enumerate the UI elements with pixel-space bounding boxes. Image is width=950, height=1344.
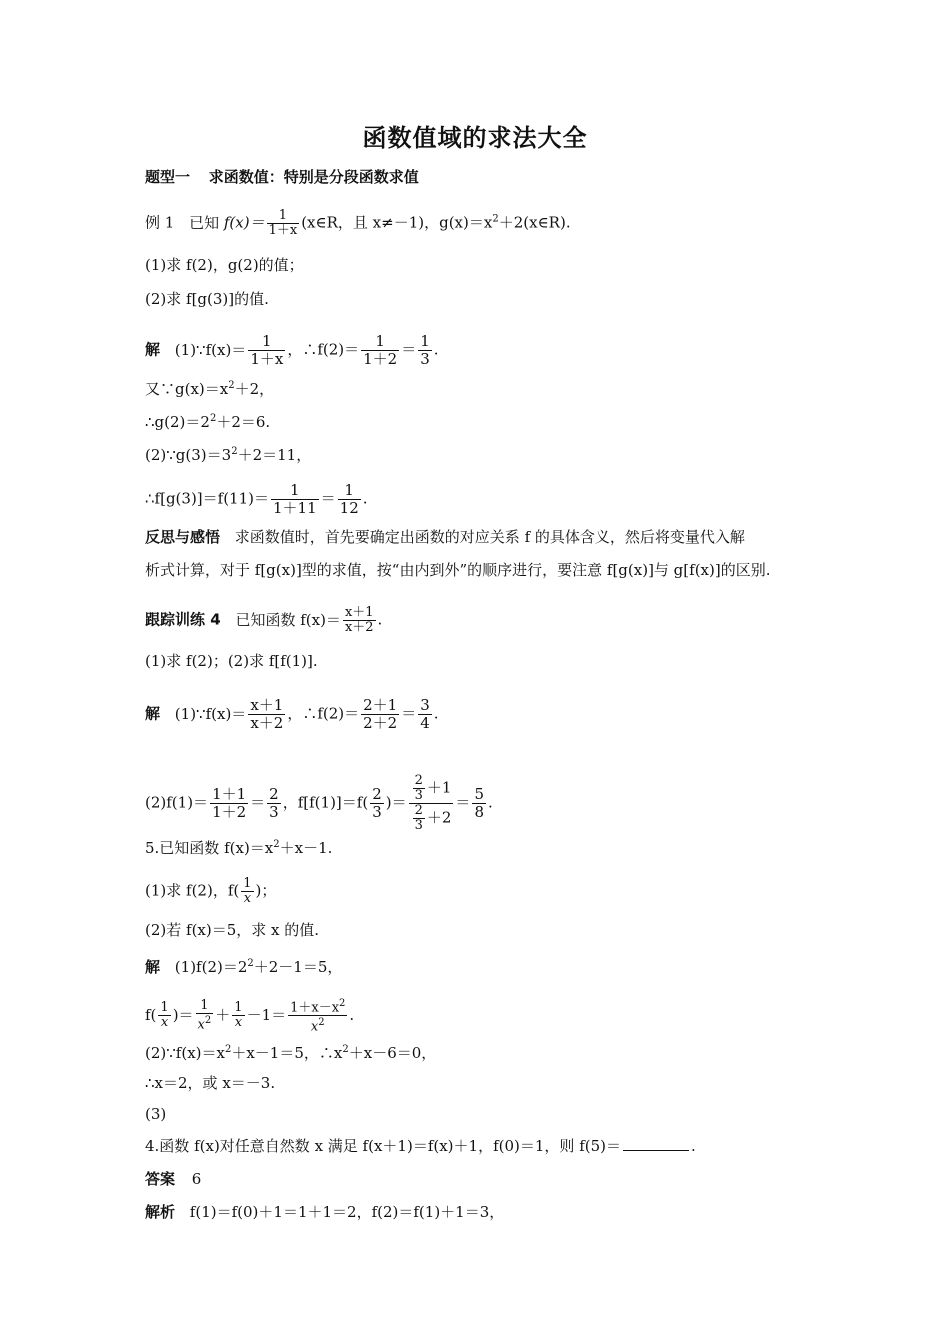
fraction [248,333,285,368]
solution-text: (1)∵f(x)＝ [174,704,247,723]
compound-numerator [409,774,454,804]
fraction-denominator: 3 [372,803,382,821]
exponent: 2 [247,958,254,969]
fraction [418,697,432,732]
compound-denominator [409,804,454,833]
fraction-denominator: 3 [414,818,423,833]
exponent: 2 [492,213,499,225]
fraction-denominator [288,1016,347,1034]
answer-value: 6 [191,1170,202,1188]
exponent: 2 [231,446,238,457]
numerator-text: 1＋x－x [290,1000,340,1016]
answer-blank [623,1136,689,1151]
fraction-denominator: 3 [414,788,423,803]
problem-5-part-2: (2)若 f(x)＝5，求 x 的值. [145,921,320,939]
exercise-4 [145,606,382,635]
fraction [343,606,376,635]
fraction [338,482,361,517]
period: . [487,793,493,812]
solution-text: ，∴f(2)＝ [287,340,360,359]
period: . [433,340,439,359]
example-1 [145,209,571,238]
equals-sign: ＝ [320,489,336,508]
question-2: (2)求 f[g(3)]的值. [145,290,269,308]
exercise-label: 跟踪训练 4 [145,610,221,629]
solution-3-line-3 [145,1041,436,1062]
fraction [413,804,425,833]
exponent: 2 [209,413,217,424]
solution-text: (2)f(1)＝ [145,793,209,812]
compound-fraction [409,774,454,833]
solution-label: 解 [145,704,161,723]
fraction-numerator: 1 [160,1000,169,1016]
solution-3-line-5: (3) [145,1105,167,1123]
exercise-text: 已知函数 f(x)＝ [235,610,341,629]
reflection-line-2: 析式计算，对于 f[g(x)]型的求值，按“由内到外”的顺序进行，要注意 f[g(x)]与 g[f(x)]的区别. [145,561,771,579]
exponent: 2 [228,380,235,391]
fraction-numerator: 2 [269,785,279,803]
fraction-numerator: 1 [234,1000,243,1016]
fraction-denominator: x [234,1015,243,1031]
example-cond: (x∈R，且 x≠－1)，g(x)＝x [301,213,493,232]
fraction [288,997,347,1035]
example-pre: 已知 [189,213,224,232]
fraction [418,333,432,368]
solution-3-line-4: ∴x＝2，或 x＝－3. [145,1074,276,1092]
solution-text: ，∴f(2)＝ [287,704,360,723]
solution-text: ∴f[g(3)]＝f(11)＝ [145,489,269,508]
fraction-numerator: 2 [414,803,423,818]
solution-2-line-1 [145,697,439,732]
answer-label: 答案 [145,1170,176,1188]
fraction [196,999,214,1032]
solution-3-line-2 [145,997,354,1035]
fraction-numerator: 1＋1 [212,785,247,803]
solution-text: ∴g(2)＝2 [145,413,210,431]
fraction-numerator: 1 [271,482,319,500]
fraction [267,786,281,821]
fraction-numerator: x＋1 [344,605,374,620]
fraction-denominator: 1＋2 [212,803,247,821]
solution-1-line-5 [145,482,368,517]
fraction [158,1001,170,1030]
solution-text: ＋2－1＝5， [253,958,343,976]
fraction-numerator: 1 [248,333,285,351]
exponent: 2 [224,1044,232,1055]
fraction-denominator: 1＋x [250,350,284,368]
fraction-numerator: 3 [420,696,430,714]
fraction [361,697,399,732]
solution-2-line-2 [145,774,493,833]
fraction-denominator: x [160,1015,169,1031]
solution-text: ＋2， [234,380,275,398]
fraction [472,786,486,821]
problem-text: 5.已知函数 f(x)＝x [145,839,274,857]
page-title: 函数值域的求法大全 [362,124,588,152]
solution-text: ，f[f(1)]＝f( [282,793,369,812]
plus-term: ＋2 [426,808,452,827]
section-text: 求函数值：特别是分段函数求值 [208,168,419,186]
solution-text: (2)∵g(3)＝3 [145,446,232,464]
fraction [370,786,384,821]
solution-text: ＋2＝6. [216,413,271,431]
exponent: 2 [204,1015,212,1027]
fraction [413,774,425,803]
fraction [361,333,399,368]
problem-text: (1)求 f(2)，f( [145,881,240,900]
fraction-denominator: x＋2 [250,714,284,732]
fraction-numerator [288,997,347,1016]
solution-text: (2)∵f(x)＝x [145,1044,225,1062]
exponent: 2 [339,998,346,1009]
fraction [267,209,300,238]
fraction-numerator: 5 [474,785,484,803]
solution-label: 解 [145,340,161,359]
exponent: 2 [273,839,280,850]
solution-text: －1＝ [246,1005,287,1024]
solution-text: 又∵g(x)＝x [145,380,229,398]
fraction-numerator: 1 [420,332,430,350]
equals-sign: ＝ [455,793,471,812]
fraction-numerator: 1 [361,333,399,351]
analysis-label: 解析 [145,1203,176,1221]
solution-text: (1)f(2)＝2 [174,958,248,976]
reflection-line-1 [145,528,745,546]
fraction-numerator: x＋1 [250,696,284,714]
fraction [271,482,319,517]
fraction-denominator: 8 [474,803,484,821]
section-heading [145,168,419,186]
question-1: (1)求 f(2)，g(2)的值； [145,256,304,274]
fraction-numerator: 1 [267,209,300,224]
fraction-denominator: 3 [420,350,430,368]
fraction-denominator: x＋2 [344,620,374,635]
fraction-denominator: 1＋2 [363,350,398,368]
denominator-base: x [310,1019,319,1035]
fraction-denominator: x [243,891,252,906]
equals-sign: ＝ [401,340,417,359]
solution-1-line-4 [145,443,311,464]
period: . [691,1137,696,1155]
fraction [210,786,248,821]
solution-text: ＋x－6＝0， [348,1044,437,1062]
fraction-denominator: 1＋x [268,223,298,238]
solution-text: ＋2＝11， [237,446,312,464]
exercise-4-question: (1)求 f(2)；(2)求 f[f(1)]. [145,652,318,670]
fraction [248,697,285,732]
problem-text: )； [255,881,277,900]
plus-term: ＋1 [426,778,452,797]
section-label: 题型一 [145,168,191,186]
example-label: 例 1 [145,213,175,232]
plus-sign: ＋ [215,1005,231,1024]
reflection-label: 反思与感悟 [145,528,221,546]
example-func: f(x)＝ [223,213,265,232]
analysis-line [145,1203,504,1221]
solution-1-line-2 [145,377,274,398]
solution-text: (1)∵f(x)＝ [174,340,247,359]
solution-3-line-1 [145,955,342,976]
solution-1-line-1 [145,333,439,368]
solution-text: f( [145,1005,157,1024]
fraction-denominator: 1＋11 [273,499,317,517]
analysis-text: f(1)＝f(0)＋1＝1＋1＝2，f(2)＝f(1)＋1＝3， [189,1203,505,1221]
fraction-numerator: 2 [372,785,382,803]
fraction [232,1001,244,1030]
fraction-numerator: 1 [243,876,252,891]
denominator-base: x [197,1017,205,1033]
example-tail: ＋2(x∈R). [498,213,571,232]
solution-text: )＝ [385,793,407,812]
period: . [433,704,439,723]
solution-1-line-3 [145,410,270,431]
equals-sign: ＝ [401,704,417,723]
fraction-numerator: 2＋1 [363,696,398,714]
exponent: 2 [318,1017,325,1029]
problem-5 [145,836,332,857]
fraction-denominator: 2＋2 [363,714,398,732]
equals-sign: ＝ [250,793,266,812]
fraction-denominator: 4 [420,714,430,732]
answer-line [145,1170,201,1188]
fraction-numerator: 2 [414,773,423,788]
fraction-numerator: 1 [338,482,361,500]
fraction [241,877,253,906]
solution-label: 解 [145,958,161,976]
fraction-numerator: 1 [196,999,214,1014]
reflection-text: 求函数值时，首先要确定出函数的对应关系 f 的具体含义，然后将变量代入解 [234,528,745,546]
solution-text: )＝ [172,1005,194,1024]
problem-5-part-1 [145,877,276,906]
exponent: 2 [342,1044,349,1055]
problem-text: 4.函数 f(x)对任意自然数 x 满足 f(x＋1)＝f(x)＋1，f(0)＝1，则 f(5)＝ [145,1137,621,1155]
fraction-denominator [196,1014,214,1032]
problem-4 [145,1136,696,1155]
solution-text: ＋x－1＝5，∴x [231,1044,343,1062]
period: . [362,489,368,508]
period: . [349,1005,355,1024]
period: . [377,610,383,629]
fraction-denominator: 3 [269,803,279,821]
fraction-denominator: 12 [339,499,359,517]
problem-text: ＋x－1. [279,839,333,857]
